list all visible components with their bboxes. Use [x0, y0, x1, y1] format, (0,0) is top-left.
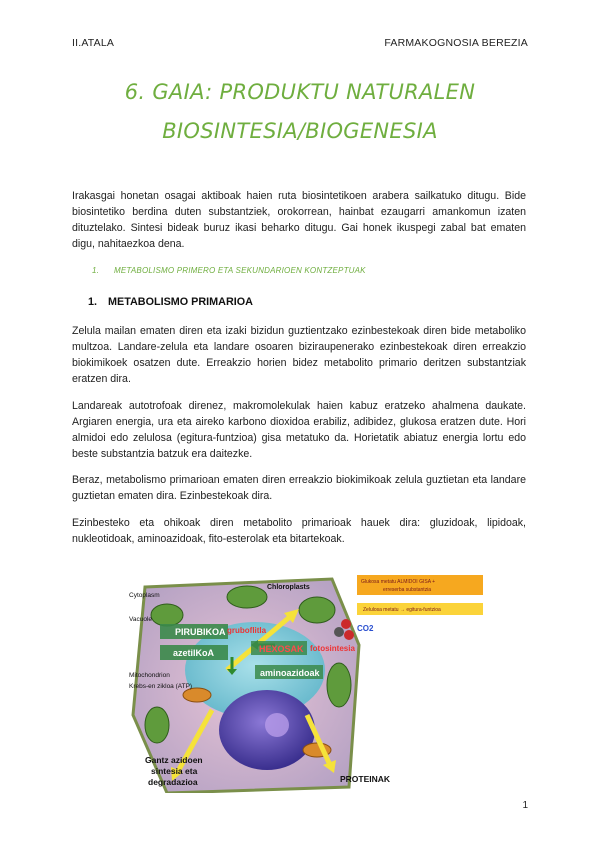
- chloroplast: [227, 586, 267, 608]
- page-title-line1: 6. GAIA: PRODUKTU NATURALEN: [124, 80, 476, 104]
- paragraph-4: Ezinbesteko eta ohikoak diren metabolito primarioak hauek dira: gluzidoak, lipidoak, nukleotidoak, aminoazidoak, fito-esterolak eta bitartekoak.: [72, 517, 526, 545]
- label-vacuole: Vacuole: [129, 616, 153, 623]
- toc-entry-label: METABOLISMO PRIMERO ETA SEKUNDARIOEN KONTZEPTUAK: [114, 266, 366, 275]
- label-mitochondrion: Mitochondrion: [129, 672, 170, 679]
- chloroplast: [151, 604, 183, 626]
- mitochondrion: [183, 688, 211, 702]
- co2-atom: [341, 619, 351, 629]
- header-chapter: II.ATALA: [72, 37, 115, 49]
- label-cytoplasm: Cytoplasm: [129, 592, 160, 599]
- page-number: 1: [522, 800, 528, 811]
- label-gantz-1: Gantz azidoen: [145, 755, 203, 765]
- co2-atom: [344, 630, 354, 640]
- toc-entry-number: 1.: [92, 266, 100, 275]
- toc-entry[interactable]: [92, 266, 366, 275]
- label-gantz-2: sintesia eta: [151, 766, 198, 776]
- label-co2: CO2: [357, 624, 374, 633]
- co2-atom: [334, 627, 344, 637]
- chloroplast: [145, 707, 169, 743]
- nucleolus: [265, 713, 289, 737]
- section-title: METABOLISMO PRIMARIOA: [108, 296, 253, 308]
- label-chloroplasts: Chloroplasts: [267, 584, 310, 591]
- label-azetilkoa: azetilKoA: [173, 648, 215, 658]
- note-starch-line2: erreserba substantzia: [383, 587, 432, 593]
- paragraph-3: Beraz, metabolismo primarioan ematen diren erreakzio biokimikoak zelula guztietan eta landare guztietan ematen dira. Ezinbestekoak dira.: [72, 474, 526, 502]
- plant-cell-diagram: [127, 575, 483, 793]
- label-gruboflitla: gruboflitla: [227, 626, 267, 635]
- label-fotosintesia: fotosintesia: [310, 644, 355, 653]
- note-starch-line1: Glukosa metatu ALMIDOI GISA +: [361, 579, 436, 585]
- label-aminoazidoak: aminoazidoak: [260, 668, 320, 678]
- intro-paragraph: Irakasgai honetan osagai aktiboak haien ruta biosintetikoen arabera sailkatuko ditugu. Bide biosintetiko berdina duten substantziek, orokorrean, hainbat ezaugarri amankomun izaten dituztelako. Sintesi bideak buruz ikasi beharko ditugu. Gai honek ikuspegi zabal bat ematen digu, nahitaezkoa dena.: [72, 190, 526, 250]
- label-pirubikoa: PIRUBIKOA: [175, 627, 226, 637]
- chloroplast: [299, 597, 335, 623]
- section-number: 1.: [88, 296, 98, 308]
- paragraph-2: Landareak autotrofoak direnez, makromolekulak haien kabuz eratzeko ahalmena daukate. Argiaren energia, ura eta aireko karbono dioxidoa erabiliz, adibidez, glukosa eratzen dute. Hori almidoi edo zelulosa (egitura-funtzioa) gisa metatuko da. Horietatik abiatuz energia lortu edo beste substantzia batzuk era daitezke.: [72, 400, 526, 460]
- label-gantz-3: degradazioa: [148, 777, 198, 787]
- note-cellulose-text: Zelulosa metatu → egitura-funtzioa: [363, 607, 441, 613]
- chloroplast: [327, 663, 351, 707]
- page-title-line2: BIOSINTESIA/BIOGENESIA: [162, 119, 438, 143]
- label-hexosak: HEXOSAK: [259, 644, 304, 654]
- header-subject: FARMAKOGNOSIA BEREZIA: [384, 37, 528, 49]
- section-heading: [88, 296, 253, 308]
- label-proteinak: PROTEINAK: [340, 774, 391, 784]
- label-krebs: Krebs-en zikloa (ATP): [129, 683, 193, 690]
- paragraph-1: Zelula mailan ematen diren eta izaki bizidun guztientzako ezinbestekoak diren bide metaboliko multzoa. Landare-zelula eta landare osoaren biziraupenerako ezinbestekoak diren erreakzio biokimikoek osatzen dute. Erreakzio horien bidez metabolito primario deritzen substantziak eratzen dira.: [72, 325, 526, 385]
